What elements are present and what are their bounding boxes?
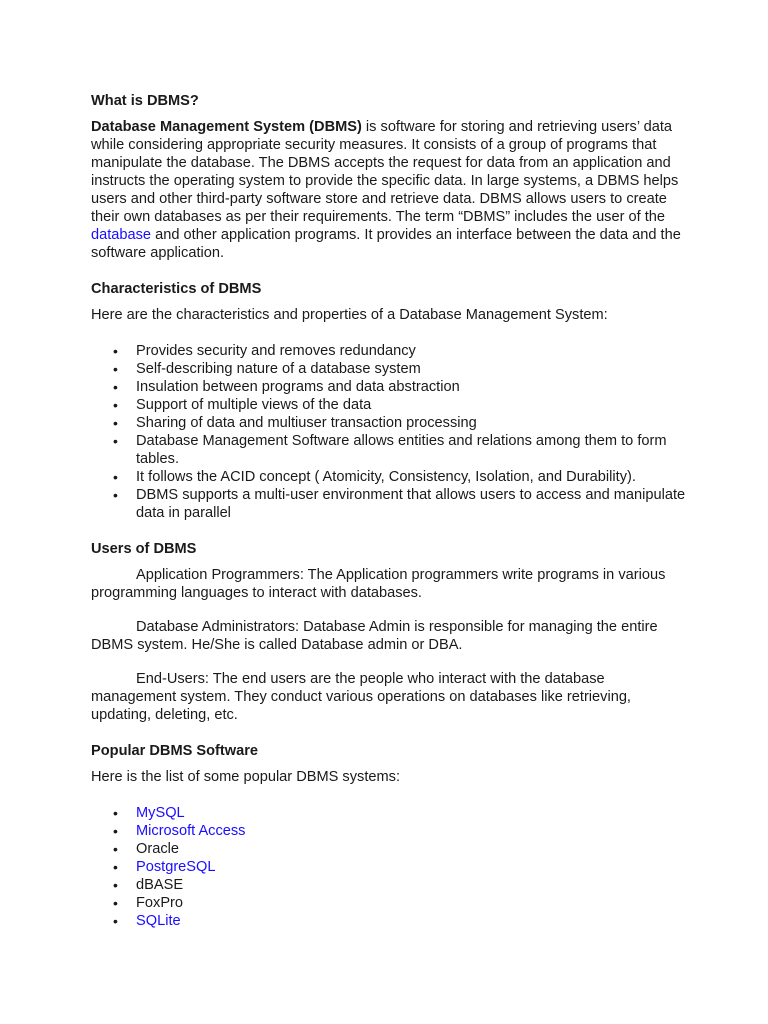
list-item — [91, 804, 691, 822]
popular-intro: Here is the list of some popular DBMS systems: — [91, 769, 401, 785]
list-item — [91, 360, 691, 378]
heading-what-is-dbms: What is DBMS? — [91, 93, 199, 109]
list-item-text: Support of multiple views of the data — [136, 397, 372, 413]
link-sqlite[interactable]: SQLite — [136, 913, 181, 929]
definition-text-2: and other application programs. It provides an interface between the data and the software application. — [91, 227, 681, 261]
list-item — [91, 822, 691, 840]
list-item-text: FoxPro — [136, 895, 184, 911]
list-item — [91, 840, 691, 858]
bullet-icon: • — [113, 469, 118, 485]
popular-dbms-list — [91, 804, 691, 930]
list-item-text: Insulation between programs and data abstraction — [136, 379, 460, 395]
definition-text-1: is software for storing and retrieving users’ data while considering appropriate security measures. It consists of a group of programs that manipulate the database. The DBMS accepts the request for data from an application and instructs the operating system to provide the specific data. In large systems, a DBMS helps users and other third-party software store and retrieve data. DBMS allows users to create their own databases as per their requirements. The term “DBMS” includes the user of the — [91, 119, 679, 225]
paragraph-database-administrators: Database Administrators: Database Admin is responsible for managing the entire DBMS system. He/She is called Database admin or DBA. — [91, 619, 658, 653]
list-item-text: Database Management Software allows entities and relations among them to form tables. — [136, 433, 667, 467]
bullet-icon: • — [113, 361, 118, 377]
link-mysql[interactable]: MySQL — [136, 805, 185, 821]
list-item — [91, 378, 691, 396]
link-postgresql[interactable]: PostgreSQL — [136, 859, 216, 875]
bullet-icon: • — [113, 859, 118, 875]
link-microsoft-access[interactable]: Microsoft Access — [136, 823, 246, 839]
list-item — [91, 468, 691, 486]
list-item — [91, 396, 691, 414]
characteristics-list — [91, 342, 691, 522]
bullet-icon: • — [113, 379, 118, 395]
bullet-icon: • — [113, 805, 118, 821]
paragraph-application-programmers: Application Programmers: The Application programmers write programs in various programming languages to interact with databases. — [91, 567, 666, 601]
list-item-text: It follows the ACID concept ( Atomicity, Consistency, Isolation, and Durability). — [136, 469, 636, 485]
link-database[interactable]: database — [91, 227, 152, 243]
heading-popular-dbms: Popular DBMS Software — [91, 743, 259, 759]
bullet-icon: • — [113, 415, 118, 431]
bullet-icon: • — [113, 913, 118, 929]
list-item — [91, 912, 691, 930]
list-item — [91, 876, 691, 894]
characteristics-intro: Here are the characteristics and properties of a Database Management System: — [91, 307, 608, 323]
list-item — [91, 894, 691, 912]
bullet-icon: • — [113, 397, 118, 413]
list-item-text: Oracle — [136, 841, 179, 857]
paragraph-end-users: End-Users: The end users are the people who interact with the database management system. They conduct various operations on databases like retrieving, updating, deleting, etc. — [91, 671, 631, 723]
list-item — [91, 486, 691, 522]
document-body — [91, 92, 691, 930]
list-item — [91, 342, 691, 360]
bullet-icon: • — [113, 895, 118, 911]
list-item — [91, 858, 691, 876]
bullet-icon: • — [113, 487, 118, 503]
list-item — [91, 432, 691, 468]
list-item-text: Self-describing nature of a database system — [136, 361, 421, 377]
bullet-icon: • — [113, 841, 118, 857]
list-item-text: Sharing of data and multiuser transaction processing — [136, 415, 477, 431]
bullet-icon: • — [113, 433, 118, 449]
list-item-text: DBMS supports a multi-user environment that allows users to access and manipulate data in parallel — [136, 487, 686, 521]
bullet-icon: • — [113, 823, 118, 839]
bullet-icon: • — [113, 343, 118, 359]
bold-term-dbms: Database Management System (DBMS) — [91, 119, 362, 135]
paragraph-dbms-definition — [91, 118, 691, 262]
list-item-text: dBASE — [136, 877, 184, 893]
list-item — [91, 414, 691, 432]
bullet-icon: • — [113, 877, 118, 893]
heading-users: Users of DBMS — [91, 541, 197, 557]
list-item-text: Provides security and removes redundancy — [136, 343, 416, 359]
heading-characteristics: Characteristics of DBMS — [91, 281, 262, 297]
